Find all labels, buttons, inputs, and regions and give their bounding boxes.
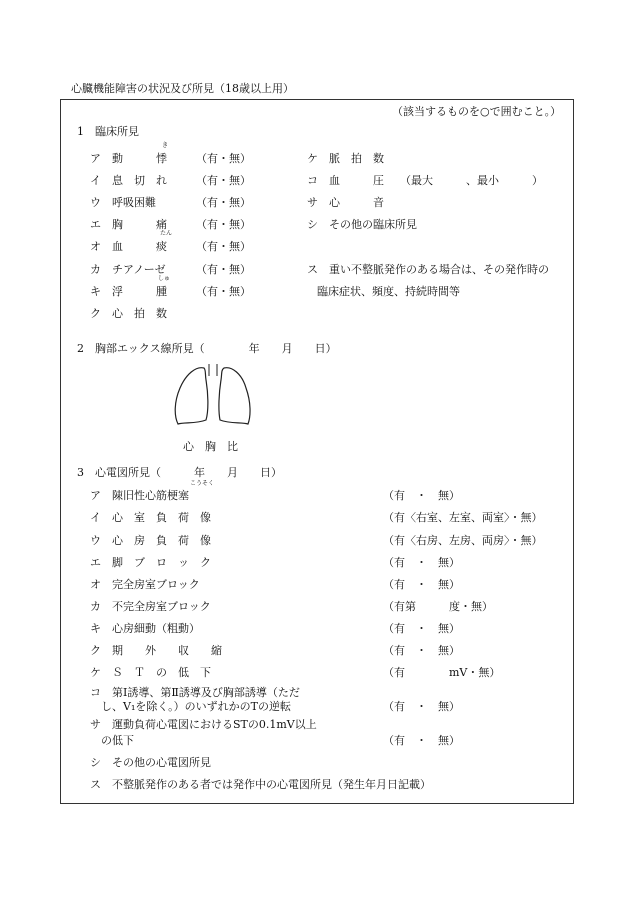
clinical-item-ko-value: （最大 、最小 ） — [400, 174, 543, 187]
ecg-item-o-value: （有 ・ 無） — [383, 578, 460, 591]
clinical-item-ka: カ チアノーゼ — [90, 263, 166, 276]
ecg-item-i: イ 心 室 負 荷 像 — [90, 511, 211, 524]
clinical-item-i-value: （有・無） — [196, 174, 251, 187]
ecg-item-ki-value: （有 ・ 無） — [383, 622, 460, 635]
ecg-item-ko: コ 第Ⅰ誘導、第Ⅱ誘導及び胸部誘導（ただ — [90, 686, 300, 699]
clinical-item-su: ス 重い不整脈発作のある場合は、その発作時の — [307, 263, 549, 276]
ecg-item-a-value: （有 ・ 無） — [383, 489, 460, 502]
section-1-title: 1 臨床所見 — [77, 125, 139, 138]
document-heading: 心臓機能障害の状況及び所見（18歳以上用） — [71, 82, 294, 95]
ecg-item-ka: カ 不完全房室ブロック — [90, 600, 211, 613]
clinical-item-u-value: （有・無） — [196, 196, 251, 209]
lung-diagram — [168, 362, 258, 432]
clinical-item-e: エ 胸 痛 — [90, 218, 167, 231]
ecg-item-u-value: （有〈右房、左房、両房〉・無） — [383, 534, 543, 547]
right-lung-outline — [175, 368, 208, 424]
trachea — [209, 364, 217, 376]
ecg-item-o: オ 完全房室ブロック — [90, 578, 200, 591]
ecg-item-e-value: （有 ・ 無） — [383, 556, 460, 569]
ecg-item-ke-value: （有 mV・無） — [383, 666, 501, 679]
ecg-item-su: ス 不整脈発作のある者では発作中の心電図所見（発生年月日記載） — [90, 778, 431, 791]
instruction-note: （該当するものを○で囲むこと。） — [392, 105, 562, 118]
clinical-item-o-value: （有・無） — [196, 240, 251, 253]
clinical-item-ki: キ 浮 腫 — [90, 285, 167, 298]
ecg-item-i-value: （有〈右室、左室、両室〉・無） — [383, 511, 543, 524]
ecg-item-a: ア 陳旧性心筋梗塞 — [90, 489, 189, 502]
left-lung-outline — [219, 368, 250, 424]
ruby-kousoku: こうそく — [190, 480, 215, 487]
clinical-item-a: ア 動 悸 — [90, 152, 167, 165]
clinical-item-e-value: （有・無） — [196, 218, 251, 231]
clinical-item-ki-value: （有・無） — [196, 285, 251, 298]
ecg-item-ke: ケ Ｓ Ｔ の 低 下 — [90, 666, 211, 679]
cardiothoracic-ratio-caption: 心 胸 比 — [183, 440, 238, 453]
clinical-item-ka-value: （有・無） — [196, 263, 251, 276]
ecg-item-e: エ 脚 ブ ロ ッ ク — [90, 556, 211, 569]
clinical-item-a-value: （有・無） — [196, 152, 251, 165]
ecg-item-ka-value: （有第 度・無） — [383, 600, 493, 613]
ecg-item-sa-value: （有 ・ 無） — [383, 734, 460, 747]
clinical-item-ke: ケ 脈 拍 数 — [307, 152, 384, 165]
clinical-item-i: イ 息 切 れ — [90, 174, 167, 187]
ecg-item-shi: シ その他の心電図所見 — [90, 756, 211, 769]
ecg-item-ko-cont: し、V₁を除く。）のいずれかのTの逆転 — [101, 700, 291, 713]
section-3-title: 3 心電図所見（ 年 月 日） — [77, 466, 282, 479]
ecg-item-u: ウ 心 房 負 荷 像 — [90, 534, 211, 547]
ruby-shu: しゅ — [158, 275, 171, 282]
ecg-item-ku: ク 期 外 収 縮 — [90, 644, 222, 657]
clinical-item-sa: サ 心 音 — [307, 196, 384, 209]
clinical-item-ku: ク 心 拍 数 — [90, 307, 167, 320]
clinical-item-u: ウ 呼吸困難 — [90, 196, 156, 209]
ecg-item-ku-value: （有 ・ 無） — [383, 644, 460, 657]
ecg-item-sa-cont: の低下 — [101, 734, 134, 747]
ecg-item-ko-value: （有 ・ 無） — [383, 700, 460, 713]
ecg-item-ki: キ 心房細動（粗動） — [90, 622, 200, 635]
section-2-title: 2 胸部エックス線所見（ 年 月 日） — [77, 342, 337, 355]
ecg-item-sa: サ 運動負荷心電図におけるSTの0.1mV以上 — [90, 718, 317, 731]
clinical-item-ko: コ 血 圧 — [307, 174, 384, 187]
clinical-item-su-cont: 臨床症状、頻度、持続時間等 — [317, 285, 460, 298]
clinical-item-shi: シ その他の臨床所見 — [307, 218, 417, 231]
ruby-tan: たん — [160, 230, 173, 237]
clinical-item-o: オ 血 痰 — [90, 240, 167, 253]
ruby-ki: き — [162, 142, 169, 149]
